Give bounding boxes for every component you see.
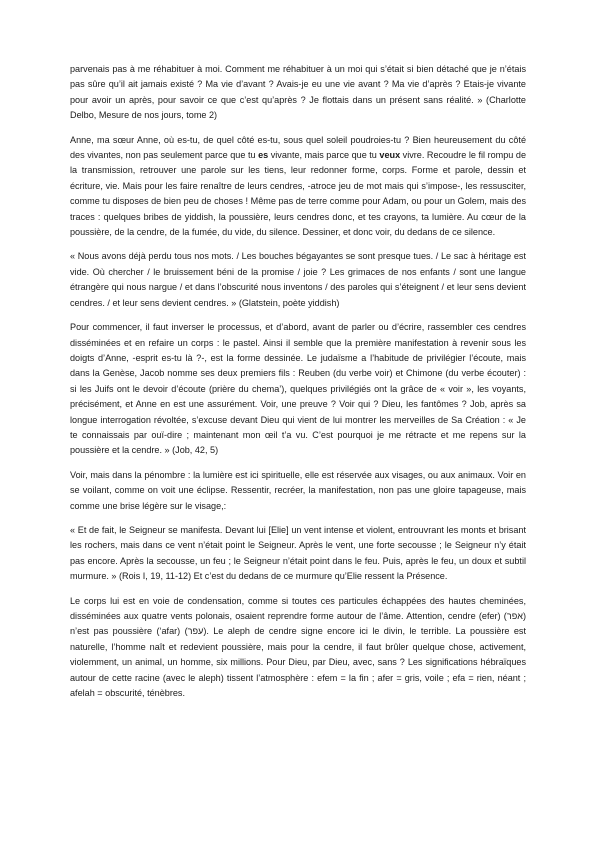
text-run: « Et de fait, le Seigneur se manifesta. Devant lui [Elie] un vent intense et violent, entrouvrant les monts et brisant les rochers, mais dans ce vent n’était point le Seigneur. Après le vent, une forte secousse ; le Seigneur n’y était pas encore. Après la secousse, un feu ; le Seigneur n’était point dans le feu. Puis, après le feu, un doux et subtil murmure. » (Rois I, 19, 11-12) Et c’est du dedans de ce murmure qu’Elie ressent la Présence.: [70, 524, 526, 582]
paragraph-pour-commencer: [70, 320, 526, 459]
text-run: vivre. Recoudre le fil rompu de la transmission, retrouver une parole sur les tiens, leur redonner forme, corps. Forme et parole, dessin et écriture, vie. Mais pour les faire renaître de leurs cendres, -atroce jeu de mot mais qui s’impose-, les ressusciter, comme tu disposes de bien peu de choses ! Même pas de terre comme pour Adam, ou pour un Golem, mais des traces : quelques bribes de yiddish, la poussière, leurs cendres donc, et tes crayons, ta lumière. Au cœur de la poussière, de la cendre, de la fumée, du vide, du silence. Dessiner, et donc voir, du dedans de ce silence.: [70, 150, 526, 238]
document-page: [70, 62, 526, 710]
paragraph-anne: [70, 133, 526, 241]
text-run: Voir, mais dans la pénombre : la lumière est ici spirituelle, elle est réservée aux visages, ou aux animaux. Voir en se voilant, comme on voit une éclipse. Ressentir, recréer, la manifestation, non pas une gloire tapageuse, mais comme une brise légère sur le visage,:: [70, 469, 526, 511]
text-run: parvenais pas à me réhabituer à moi. Comment me réhabituer à un moi qui s’était si bien détaché que je n’étais pas sûre qu’il ait jamais existé ? Ma vie d’avant ? Avais-je eu une vie avant ? Ma vie d’après ? Etais-je vivante pour avoir un après, pour savoir ce que c’est qu’après ? Je flottais dans un présent sans réalité. » (Charlotte Delbo, Mesure de nos jours, tome 2): [70, 64, 526, 121]
paragraph-glatstein-quote: [70, 249, 526, 311]
text-run: Anne, ma sœur Anne, où es-tu, de quel côté es-tu, sous quel soleil poudroies-tu ? Bien heureusement du côté des vivantes, non pas seulement parce que tu: [70, 134, 526, 161]
paragraph-rois-quote: [70, 523, 526, 585]
bold-word-veux: veux: [379, 150, 401, 161]
text-run: Le corps lui est en voie de condensation, comme si toutes ces particules échappées des hautes cheminées, disséminées aux quatre vents polonais, osaient reprendre forme autour de l’âme. Attention, cendre (efer) (אפר) n’est pas poussière (‘afar) (עפר). Le aleph de cendre signe encore ici le divin, le terrible. La poussière est naturelle, l’homme naît et redevient poussière, mais pour la cendre, il faut brûler quelque chose, activement, violemment, un animal, un homme, six millions. Pour Dieu, par Dieu, avec, sans ? Les significations hébraïques autour de cette racine (avec le aleph) tissent l’atmosphère : efem = la fin ; afer = gris, voile ; efa = rien, néant ; afelah = obscurité, ténèbres.: [70, 595, 526, 699]
paragraph-voir-penombre: [70, 468, 526, 514]
paragraph-delbo-quote: [70, 62, 526, 124]
text-run: Pour commencer, il faut inverser le processus, et d’abord, avant de parler ou d’écrire, rassembler ces cendres disséminées et en refaire un corps : le pastel. Ainsi il semble que la première manifestation à revenir sous les doigts d’Anne, -esprit es-tu là ?-, est la forme dessinée. Le judaïsme a l’habitude de privilégier l’écoute, mais dans la Genèse, Jacob nomme ses deux premiers fils : Reuben (du verbe voir) et Chimone (du verbe écouter) : si les Juifs ont le devoir d’écoute (prière du chema’), quelques privilégiés ont la grâce de « voir », les voyants, précisément, et Anne en est une assurément. Voir, une preuve ? Voir qui ? Dieu, les fantômes ? Job, après sa longue interrogation révoltée, s’excuse devant Dieu qui vient de lui montrer les merveilles de Sa Création : « Je te connaissais par ouï-dire ; maintenant mon œil t’a vu. C’est pourquoi je me rétracte et me repens sur la poussière et la cendre. » (Job, 42, 5): [70, 322, 526, 456]
text-run: « Nous avons déjà perdu tous nos mots. / Les bouches bégayantes se sont presque tues. / Le sac à héritage est vide. Où chercher / le bruissement béni de la promise / joie ? Les grimaces de nos enfants / sont une langue étrangère qui nous nargue / et dans l’obscurité nous inventons / des paroles qui s’éteignent / et leur sens devient cendres. / et leur sens devient cendres. » (Glatstein, poète yiddish): [70, 251, 526, 308]
text-run: vivante, mais parce que tu: [268, 150, 380, 161]
bold-word-es: es: [258, 150, 269, 161]
paragraph-corps-condensation: [70, 594, 526, 702]
